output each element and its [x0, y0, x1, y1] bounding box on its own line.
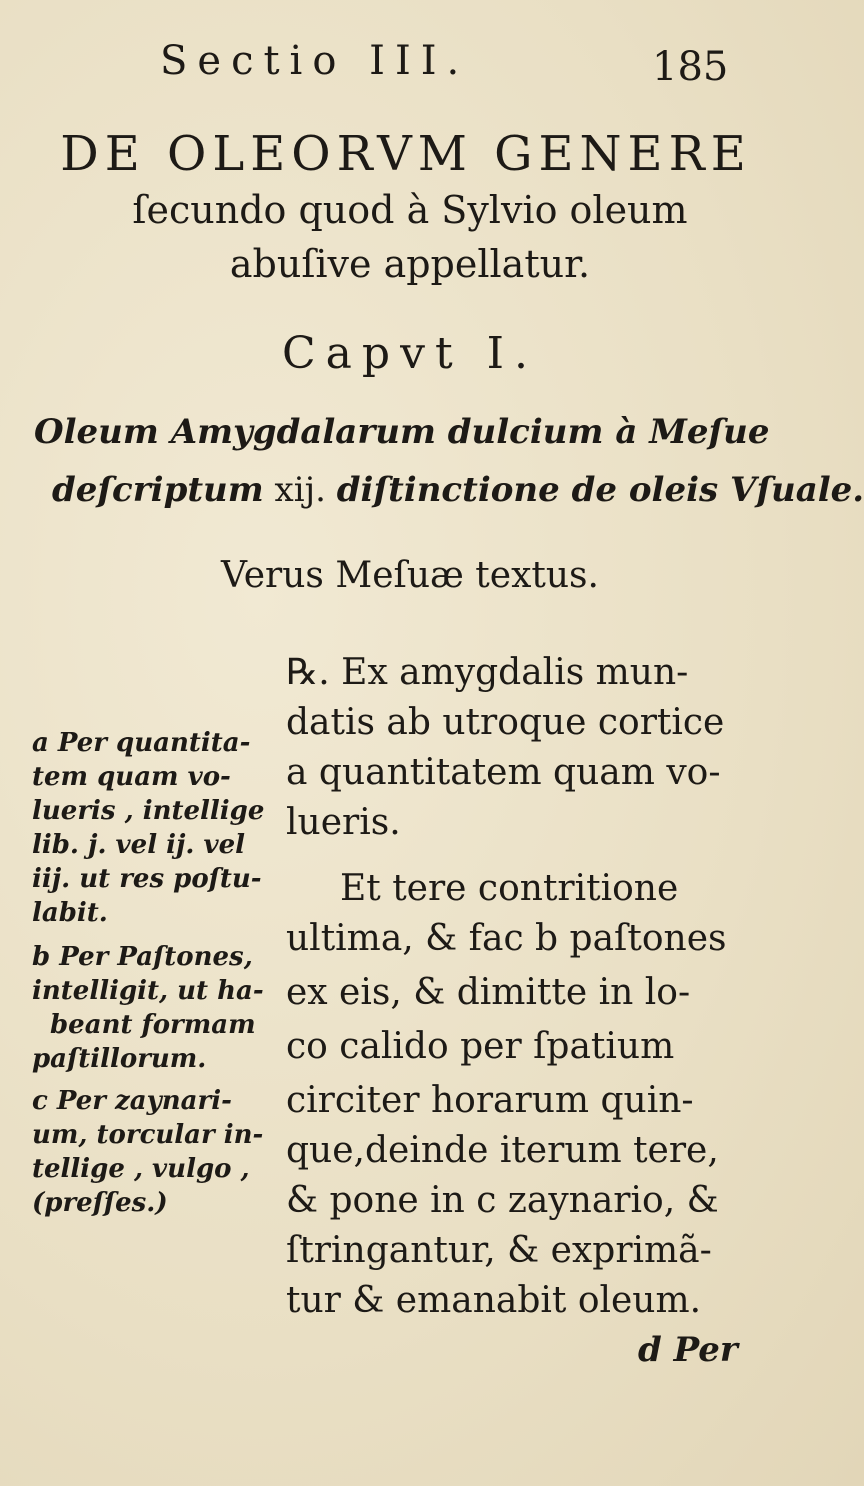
note-line: iij. ut res poſtu- — [32, 864, 262, 894]
heading-part-b: xij. — [263, 470, 337, 510]
note-line: lib. j. vel ij. vel — [32, 830, 246, 860]
recipe-heading-line-2 — [52, 470, 864, 510]
note-line: beant formam — [50, 1010, 256, 1040]
note-line: tellige , vulgo , — [32, 1154, 250, 1184]
note-line: labit. — [32, 898, 108, 928]
main-line: ex eis, & dimitte in lo- — [286, 972, 691, 1013]
note-line: a Per quantita- — [32, 728, 251, 758]
text-subheading: Verus Meſuæ textus. — [221, 555, 599, 596]
main-line: ultima, & fac b paſtones — [286, 918, 727, 959]
chapter-heading: Capvt I. — [282, 328, 538, 379]
note-line: intelligit, ut ha- — [32, 976, 264, 1006]
note-line: um, torcular in- — [32, 1120, 264, 1150]
section-title-line-1: DE OLEORVM GENERE — [60, 126, 752, 182]
main-line: circiter horarum quin- — [286, 1080, 694, 1121]
heading-part-a: deſcriptum — [52, 470, 264, 510]
section-title-line-2: ſecundo quod à Sylvio oleum — [132, 188, 688, 232]
running-header — [160, 38, 760, 98]
page-number: 185 — [652, 44, 729, 90]
main-line: tur & emanabit oleum. — [286, 1280, 702, 1321]
note-line: tem quam vo- — [32, 762, 231, 792]
main-line: datis ab utroque cortice — [286, 702, 725, 743]
note-line: b Per Paſtones, — [32, 942, 253, 972]
main-line: & pone in c zaynario, & — [286, 1180, 719, 1221]
heading-part-c: diſtinctione de oleis Vſuale. — [336, 470, 864, 510]
note-line: paſtillorum. — [32, 1044, 207, 1074]
catchword: d Per — [638, 1330, 738, 1370]
main-line: ℞. Ex amygdalis mun- — [286, 652, 689, 693]
note-line: c Per zaynari- — [32, 1086, 232, 1116]
main-line: ſtringantur, & exprimã- — [286, 1230, 712, 1271]
main-line: que,deinde iterum tere, — [286, 1130, 719, 1171]
main-line: Et tere contritione — [340, 868, 679, 909]
recipe-heading-line-1: Oleum Amygdalarum dulcium à Meſue — [34, 412, 770, 452]
section-title-line-3: abuſive appellatur. — [229, 242, 591, 286]
note-line: (preſſes.) — [32, 1188, 168, 1218]
running-title: Sectio III. — [160, 38, 470, 84]
main-line: co calido per ſpatium — [286, 1026, 675, 1067]
main-line: a quantitatem quam vo- — [286, 752, 721, 793]
note-line: lueris , intellige — [32, 796, 265, 826]
main-line: lueris. — [286, 802, 401, 843]
